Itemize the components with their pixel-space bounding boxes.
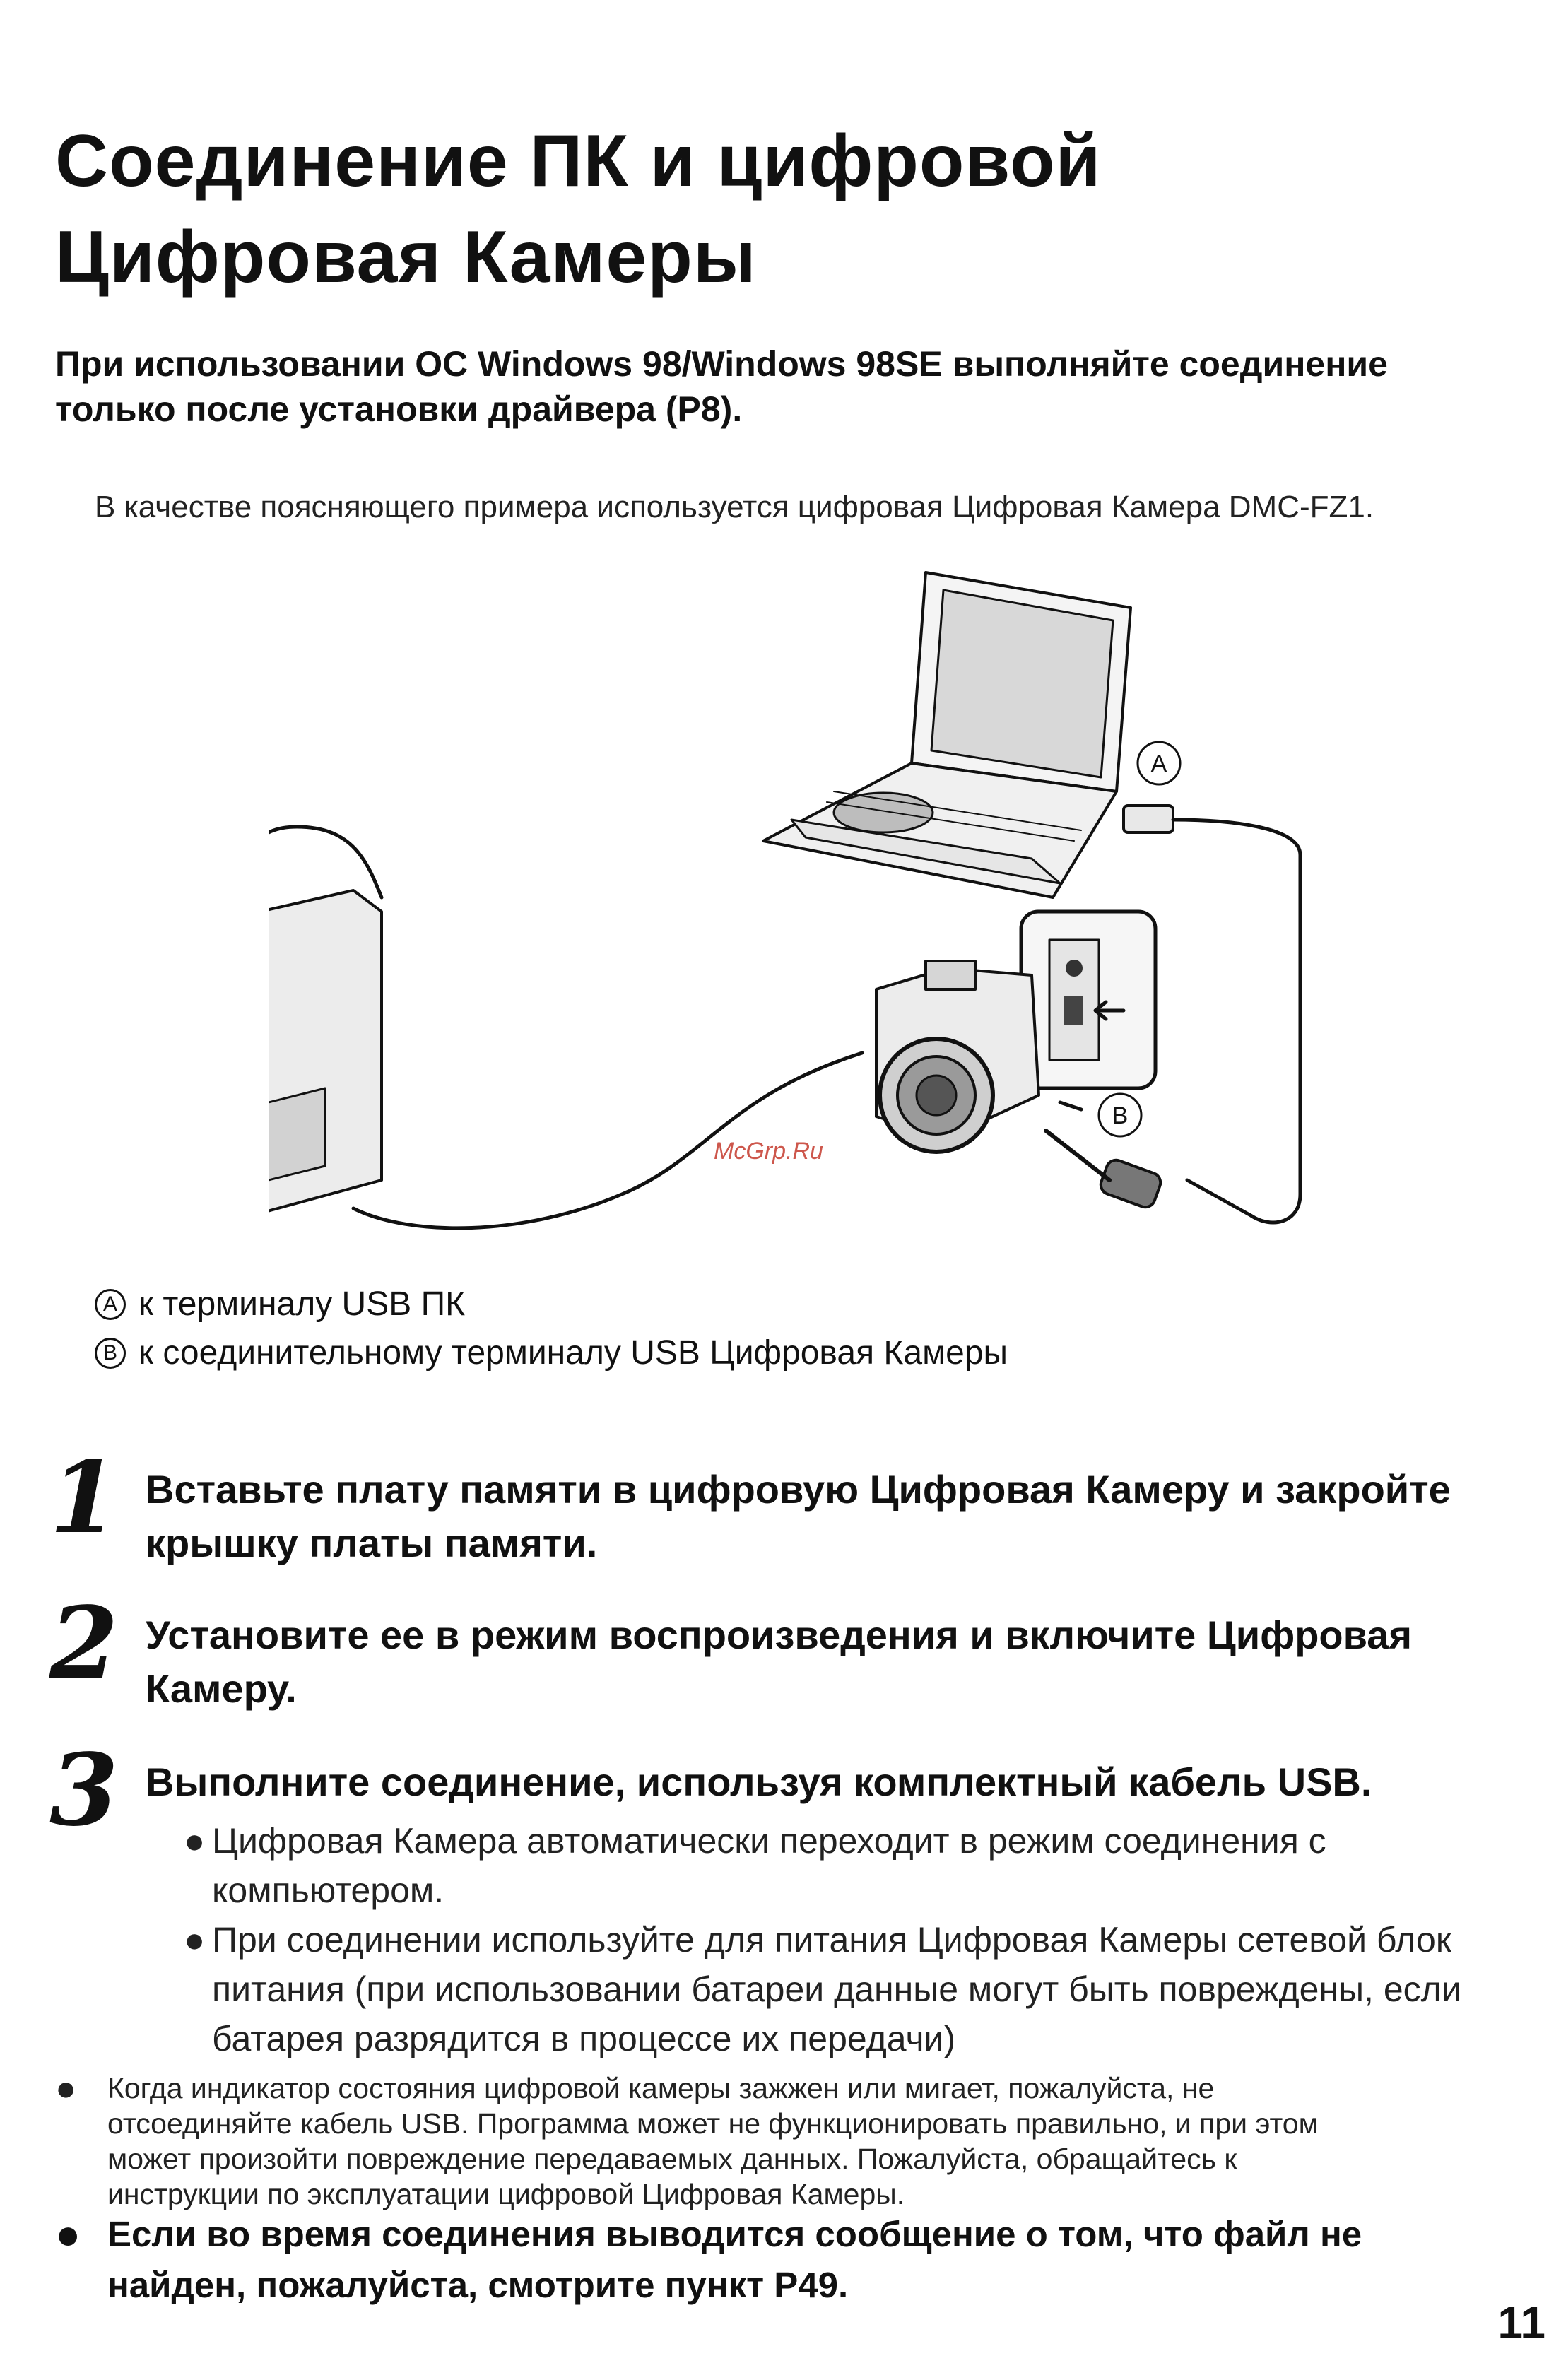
intro-line-2: только после установки драйвера (P8). — [55, 389, 743, 429]
ac-adapter-icon — [269, 827, 382, 1223]
bullet-icon: ● — [55, 2210, 81, 2258]
marker-a-icon: A — [95, 1289, 126, 1320]
step-text — [146, 1463, 1548, 1570]
marker-b-icon: B — [95, 1338, 126, 1369]
step-text — [146, 1755, 1548, 1809]
bullet-icon: ● — [55, 2068, 77, 2108]
step-3-bullets — [184, 1816, 1548, 2063]
note-line: Когда индикатор состояния цифровой камеры зажжен или мигает, пожалуйста, не — [107, 2072, 1215, 2104]
page-number: 11 — [1497, 2297, 1545, 2348]
step-2 — [49, 1586, 1548, 1716]
usb-plug-a-icon — [1124, 806, 1173, 832]
step-3 — [49, 1733, 1548, 2063]
step-1 — [49, 1440, 1548, 1570]
watermark: McGrp.Ru — [714, 1138, 823, 1165]
callout-a — [95, 1283, 465, 1326]
page-title-line-2: Цифровая Камеры — [55, 216, 757, 298]
bullet-icon: ● — [184, 1920, 206, 1960]
intro-warning — [55, 341, 1511, 432]
bullet-line: Цифровая Камера автоматически переходит в режим соединения с — [212, 1821, 1326, 1861]
note-file-not-found — [55, 2209, 1561, 2311]
marker-a-label: A — [1150, 750, 1167, 777]
step-1-line-2: крышку платы памяти. — [146, 1521, 598, 1565]
step-1-line-1: Вставьте плату памяти в цифровую Цифровая Камеру и закройте — [146, 1467, 1451, 1512]
bullet-icon: ● — [184, 1821, 206, 1861]
list-item — [184, 1816, 1548, 1915]
laptop-icon — [763, 572, 1131, 897]
usb-plug-b-icon — [1098, 1157, 1163, 1210]
bullet-line: питания (при использовании батареи данные могут быть повреждены, если — [212, 1969, 1461, 2009]
camera-icon — [876, 961, 1039, 1152]
intro-line-1: При использовании ОС Windows 98/Windows 98SE выполняйте соединение — [55, 344, 1388, 384]
page-title — [55, 113, 1468, 305]
page-title-line-1: Соединение ПК и цифровой — [55, 120, 1102, 202]
example-caption: В качестве поясняющего примера используется цифровая Цифровая Камера DMC-FZ1. — [95, 490, 1374, 524]
bullet-line: При соединении используйте для питания Цифровая Камеры сетевой блок — [212, 1920, 1451, 1960]
note-usb-indicator — [55, 2070, 1561, 2212]
step-2-line-1: Установите ее в режим воспроизведения и включите Цифровая — [146, 1613, 1413, 1657]
callout-a-text: к терминалу USB ПК — [139, 1285, 466, 1323]
step-number: 1 — [49, 1440, 119, 1556]
step-2-line-2: Камеру. — [146, 1666, 297, 1711]
note-line: найден, пожалуйста, смотрите пункт P49. — [107, 2265, 849, 2305]
step-text — [146, 1608, 1548, 1716]
callout-b-text: к соединительному терминалу USB Цифровая Камеры — [139, 1334, 1008, 1372]
note-line: отсоединяйте кабель USB. Программа может не функционировать правильно, и при этом — [107, 2107, 1319, 2140]
callout-b — [95, 1332, 1008, 1374]
bullet-line: батарея разрядится в процессе их передачи) — [212, 2019, 956, 2058]
step-number: 2 — [49, 1586, 119, 1702]
step-3-line-1: Выполните соединение, используя комплектный кабель USB. — [146, 1760, 1372, 1804]
marker-b-label: B — [1112, 1102, 1129, 1129]
note-line: Если во время соединения выводится сообщение о том, что файл не — [107, 2214, 1362, 2254]
list-item — [184, 1915, 1548, 2063]
bullet-line: компьютером. — [212, 1871, 444, 1910]
note-line: инструкции по эксплуатации цифровой Цифровая Камеры. — [107, 2178, 905, 2210]
step-number: 3 — [49, 1733, 119, 1849]
note-line: может произойти повреждение передаваемых данных. Пожалуйста, обращайтесь к — [107, 2143, 1237, 2175]
